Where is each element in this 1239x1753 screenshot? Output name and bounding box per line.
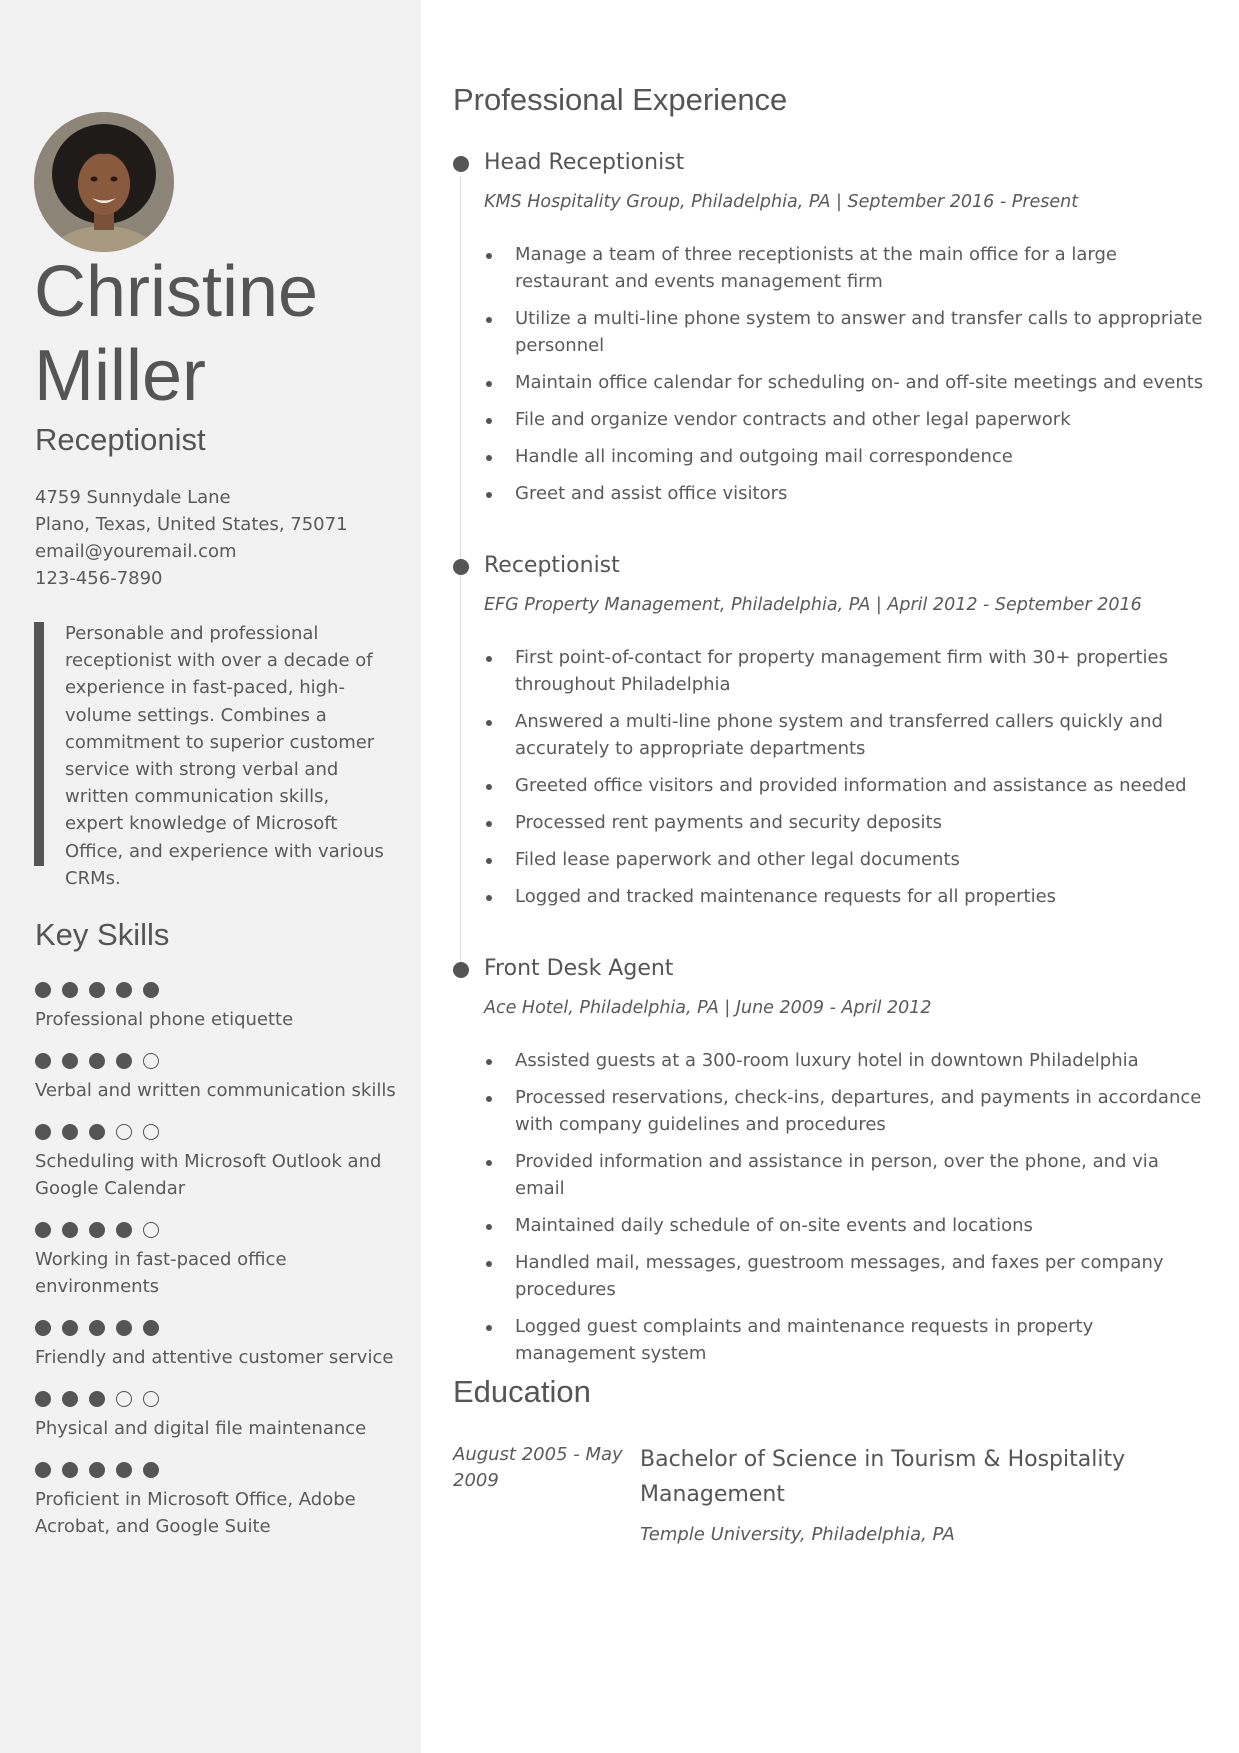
job-bullet: Processed rent payments and security deposits	[484, 809, 1213, 836]
job-bullet: Handled mail, messages, guestroom messages, and faxes per company procedures	[484, 1249, 1213, 1303]
job-bullet: Logged guest complaints and maintenance requests in property management system	[484, 1313, 1213, 1367]
phone: 123-456-7890	[35, 568, 163, 589]
skill-label: Physical and digital file maintenance	[35, 1418, 367, 1439]
job-bullet: Assisted guests at a 300-room luxury hotel in downtown Philadelphia	[484, 1047, 1213, 1074]
rating-dot-filled	[89, 1391, 105, 1407]
job-bullet: Handle all incoming and outgoing mail correspondence	[484, 443, 1213, 470]
job-bullet: First point-of-contact for property management firm with 30+ properties throughout Philadelphia	[484, 644, 1213, 698]
skill-rating	[35, 1391, 405, 1409]
skill-rating	[35, 1320, 405, 1338]
timeline-dot	[453, 962, 469, 978]
rating-dot-empty	[116, 1391, 132, 1407]
main-content	[421, 0, 1239, 1753]
job-bullet: Logged and tracked maintenance requests for all properties	[484, 883, 1213, 910]
skill-rating	[35, 1124, 405, 1142]
rating-dot-filled	[62, 1320, 78, 1336]
rating-dot-filled	[89, 1124, 105, 1140]
education-heading: Education	[453, 1374, 591, 1409]
job-bullet: Utilize a multi-line phone system to answer and transfer calls to appropriate personnel	[484, 305, 1213, 359]
job-entry	[453, 954, 1213, 1377]
job-bullet: File and organize vendor contracts and other legal paperwork	[484, 406, 1213, 433]
first-name: Christine	[34, 252, 319, 332]
job-bullet: Maintain office calendar for scheduling on- and off-site meetings and events	[484, 369, 1213, 396]
summary-text: Personable and professional receptionist with over a decade of experience in fast-paced, high-volume settings. Combines a commitment to superior customer service with strong verbal and written communication skills, expert knowledge of Microsoft Office, and experience with various CRMs.	[65, 623, 384, 889]
rating-dot-filled	[116, 1053, 132, 1069]
rating-dot-filled	[62, 1222, 78, 1238]
rating-dot-empty	[143, 1124, 159, 1140]
rating-dot-filled	[35, 1320, 51, 1336]
job-bullet: Manage a team of three receptionists at the main office for a large restaurant and events management firm	[484, 241, 1213, 295]
skill-label: Friendly and attentive customer service	[35, 1347, 394, 1368]
education-degree: Bachelor of Science in Tourism & Hospitality Management	[640, 1447, 1126, 1507]
experience-heading: Professional Experience	[453, 82, 788, 117]
skill-item	[35, 1053, 405, 1104]
skill-item	[35, 982, 405, 1033]
rating-dot-filled	[35, 982, 51, 998]
profile-photo-image	[34, 112, 174, 252]
rating-dot-filled	[143, 1462, 159, 1478]
skill-label: Scheduling with Microsoft Outlook and Google Calendar	[35, 1151, 382, 1199]
skill-item	[35, 1462, 405, 1540]
skill-label: Verbal and written communication skills	[35, 1080, 396, 1101]
rating-dot-filled	[35, 1124, 51, 1140]
education-dates: August 2005 - May 2009	[453, 1444, 623, 1491]
skill-rating	[35, 1053, 405, 1071]
job-meta: KMS Hospitality Group, Philadelphia, PA | September 2016 - Present	[484, 192, 1079, 212]
job-bullet: Processed reservations, check-ins, departures, and payments in accordance with company guidelines and procedures	[484, 1084, 1213, 1138]
candidate-name	[34, 250, 404, 418]
rating-dot-filled	[35, 1222, 51, 1238]
skill-label: Proficient in Microsoft Office, Adobe Acrobat, and Google Suite	[35, 1489, 356, 1537]
rating-dot-filled	[62, 1462, 78, 1478]
job-bullets	[484, 1047, 1213, 1367]
job-bullet: Greeted office visitors and provided information and assistance as needed	[484, 772, 1213, 799]
email: email@youremail.com	[35, 541, 237, 562]
rating-dot-empty	[143, 1391, 159, 1407]
rating-dot-filled	[62, 1124, 78, 1140]
job-title: Receptionist	[35, 422, 206, 457]
rating-dot-filled	[116, 1462, 132, 1478]
education-school: Temple University, Philadelphia, PA	[640, 1524, 955, 1545]
rating-dot-filled	[116, 1222, 132, 1238]
skill-label: Professional phone etiquette	[35, 1009, 294, 1030]
skills-heading: Key Skills	[35, 917, 170, 952]
timeline-dot	[453, 559, 469, 575]
contact-info	[35, 484, 348, 592]
job-entry	[453, 148, 1213, 517]
job-bullet: Greet and assist office visitors	[484, 480, 1213, 507]
job-entry	[453, 551, 1213, 920]
job-bullets	[484, 644, 1213, 910]
job-title: Receptionist	[484, 553, 620, 578]
address-line1: 4759 Sunnydale Lane	[35, 487, 231, 508]
skill-item	[35, 1391, 405, 1442]
timeline-dot	[453, 156, 469, 172]
rating-dot-filled	[62, 1053, 78, 1069]
rating-dot-filled	[89, 1320, 105, 1336]
rating-dot-filled	[35, 1391, 51, 1407]
rating-dot-empty	[143, 1053, 159, 1069]
job-bullet: Provided information and assistance in person, over the phone, and via email	[484, 1148, 1213, 1202]
rating-dot-filled	[143, 982, 159, 998]
skill-rating	[35, 982, 405, 1000]
rating-dot-filled	[89, 1462, 105, 1478]
job-bullet: Filed lease paperwork and other legal documents	[484, 846, 1213, 873]
rating-dot-empty	[143, 1222, 159, 1238]
rating-dot-filled	[116, 982, 132, 998]
rating-dot-filled	[35, 1053, 51, 1069]
rating-dot-filled	[89, 982, 105, 998]
sidebar	[0, 0, 421, 1753]
job-bullets	[484, 241, 1213, 507]
rating-dot-filled	[89, 1222, 105, 1238]
rating-dot-empty	[116, 1124, 132, 1140]
skills-list	[35, 982, 405, 1560]
rating-dot-filled	[35, 1462, 51, 1478]
job-meta: Ace Hotel, Philadelphia, PA | June 2009 - April 2012	[484, 998, 932, 1018]
skill-item	[35, 1124, 405, 1202]
job-title: Head Receptionist	[484, 150, 685, 175]
rating-dot-filled	[143, 1320, 159, 1336]
rating-dot-filled	[89, 1053, 105, 1069]
profile-photo	[34, 112, 174, 252]
skill-item	[35, 1320, 405, 1371]
job-bullet: Maintained daily schedule of on-site events and locations	[484, 1212, 1213, 1239]
job-bullet: Answered a multi-line phone system and transferred callers quickly and accurately to appropriate departments	[484, 708, 1213, 762]
last-name: Miller	[34, 336, 206, 416]
job-title: Front Desk Agent	[484, 956, 674, 981]
skill-rating	[35, 1462, 405, 1480]
address-line2: Plano, Texas, United States, 75071	[35, 514, 348, 535]
rating-dot-filled	[116, 1320, 132, 1336]
job-meta: EFG Property Management, Philadelphia, PA | April 2012 - September 2016	[484, 595, 1142, 615]
rating-dot-filled	[62, 982, 78, 998]
skill-rating	[35, 1222, 405, 1240]
summary-block	[34, 622, 384, 889]
skill-label: Working in fast-paced office environments	[35, 1249, 287, 1297]
rating-dot-filled	[62, 1391, 78, 1407]
skill-item	[35, 1222, 405, 1300]
